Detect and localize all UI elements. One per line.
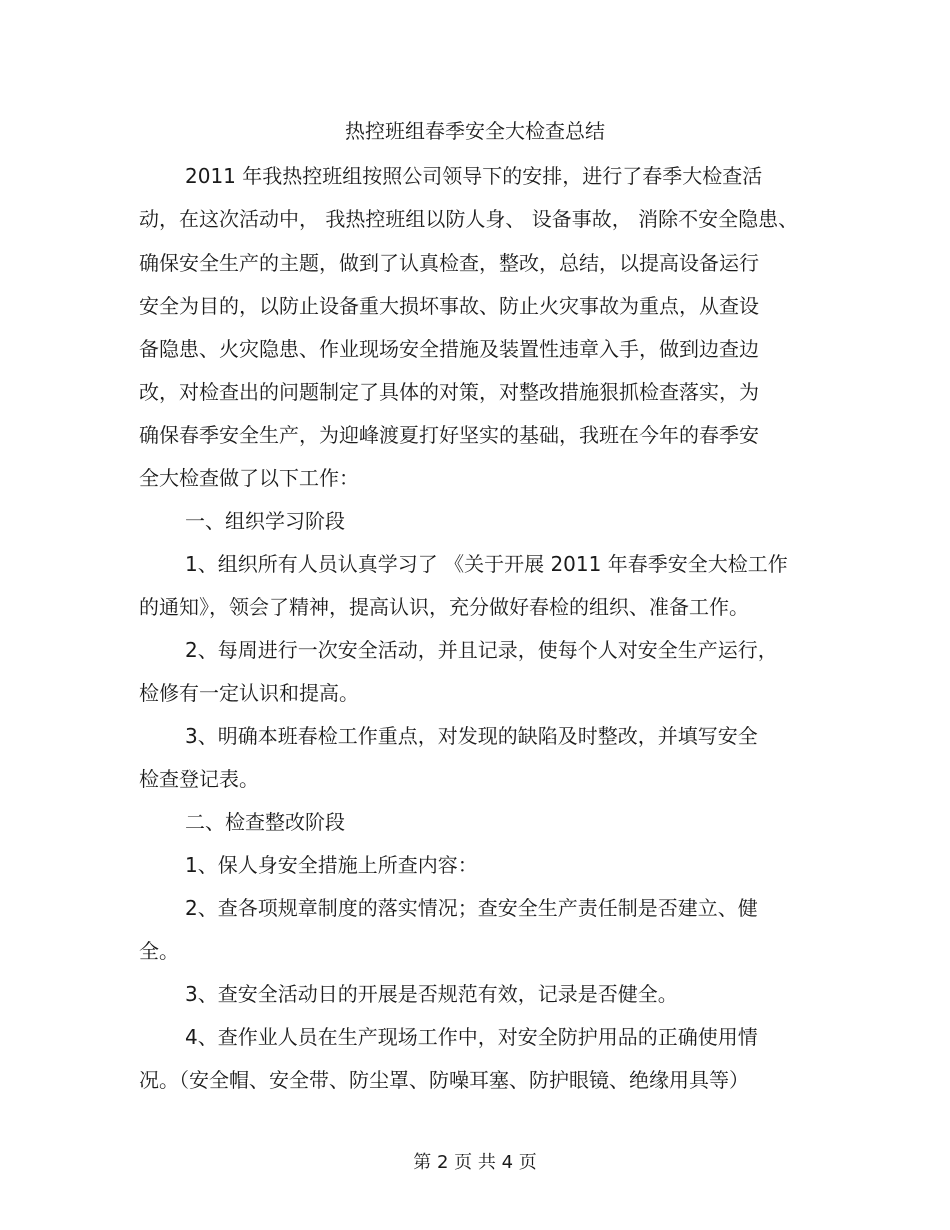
body-line: 4、查作业人员在生产现场工作中，对安全防护用品的正确使用情	[185, 1025, 758, 1049]
page-number-footer: 第 2 页 共 4 页	[413, 1152, 537, 1173]
body-line: 全大检查做了以下工作：	[139, 466, 359, 490]
body-line: 确保安全生产的主题，做到了认真检查，整改，总结，以提高设备运行	[139, 251, 759, 275]
body-line: 1、组织所有人员认真学习了 《关于开展 2011 年春季安全大检工作	[185, 552, 788, 576]
body-line: 2、每周进行一次安全活动，并且记录，使每个人对安全生产运行，	[185, 638, 778, 662]
body-line: 3、查安全活动日的开展是否规范有效，记录是否健全。	[185, 982, 678, 1006]
section-heading: 二、检查整改阶段	[185, 810, 345, 834]
body-line: 的通知》，领会了精神，提高认识，充分做好春检的组织、准备工作。	[139, 595, 749, 619]
section-heading: 一、组织学习阶段	[185, 509, 345, 533]
body-line: 检查登记表。	[139, 767, 259, 791]
body-line: 3、明确本班春检工作重点，对发现的缺陷及时整改，并填写安全	[185, 724, 758, 748]
body-line: 备隐患、火灾隐患、作业现场安全措施及装置性违章入手，做到边查边	[139, 337, 759, 361]
body-line: 2、查各项规章制度的落实情况；查安全生产责任制是否建立、健	[185, 896, 758, 920]
body-line: 全。	[139, 939, 179, 963]
body-line: 动，在这次活动中， 我热控班组以防人身、 设备事故， 消除不安全隐患、	[139, 207, 799, 231]
document-title: 热控班组春季安全大检查总结	[345, 119, 605, 143]
body-line: 2011 年我热控班组按照公司领导下的安排，进行了春季大检查活	[185, 164, 763, 188]
body-line: 确保春季安全生产，为迎峰渡夏打好坚实的基础，我班在今年的春季安	[139, 423, 759, 447]
body-line: 改，对检查出的问题制定了具体的对策，对整改措施狠抓检查落实，为	[139, 380, 759, 404]
body-line: 安全为目的，以防止设备重大损坏事故、防止火灾事故为重点，从查设	[139, 294, 759, 318]
body-line: 1、保人身安全措施上所查内容：	[185, 853, 478, 877]
body-line: 况。（安全帽、安全带、防尘罩、防噪耳塞、防护眼镜、绝缘用具等）	[139, 1068, 749, 1092]
body-line: 检修有一定认识和提高。	[139, 681, 359, 705]
